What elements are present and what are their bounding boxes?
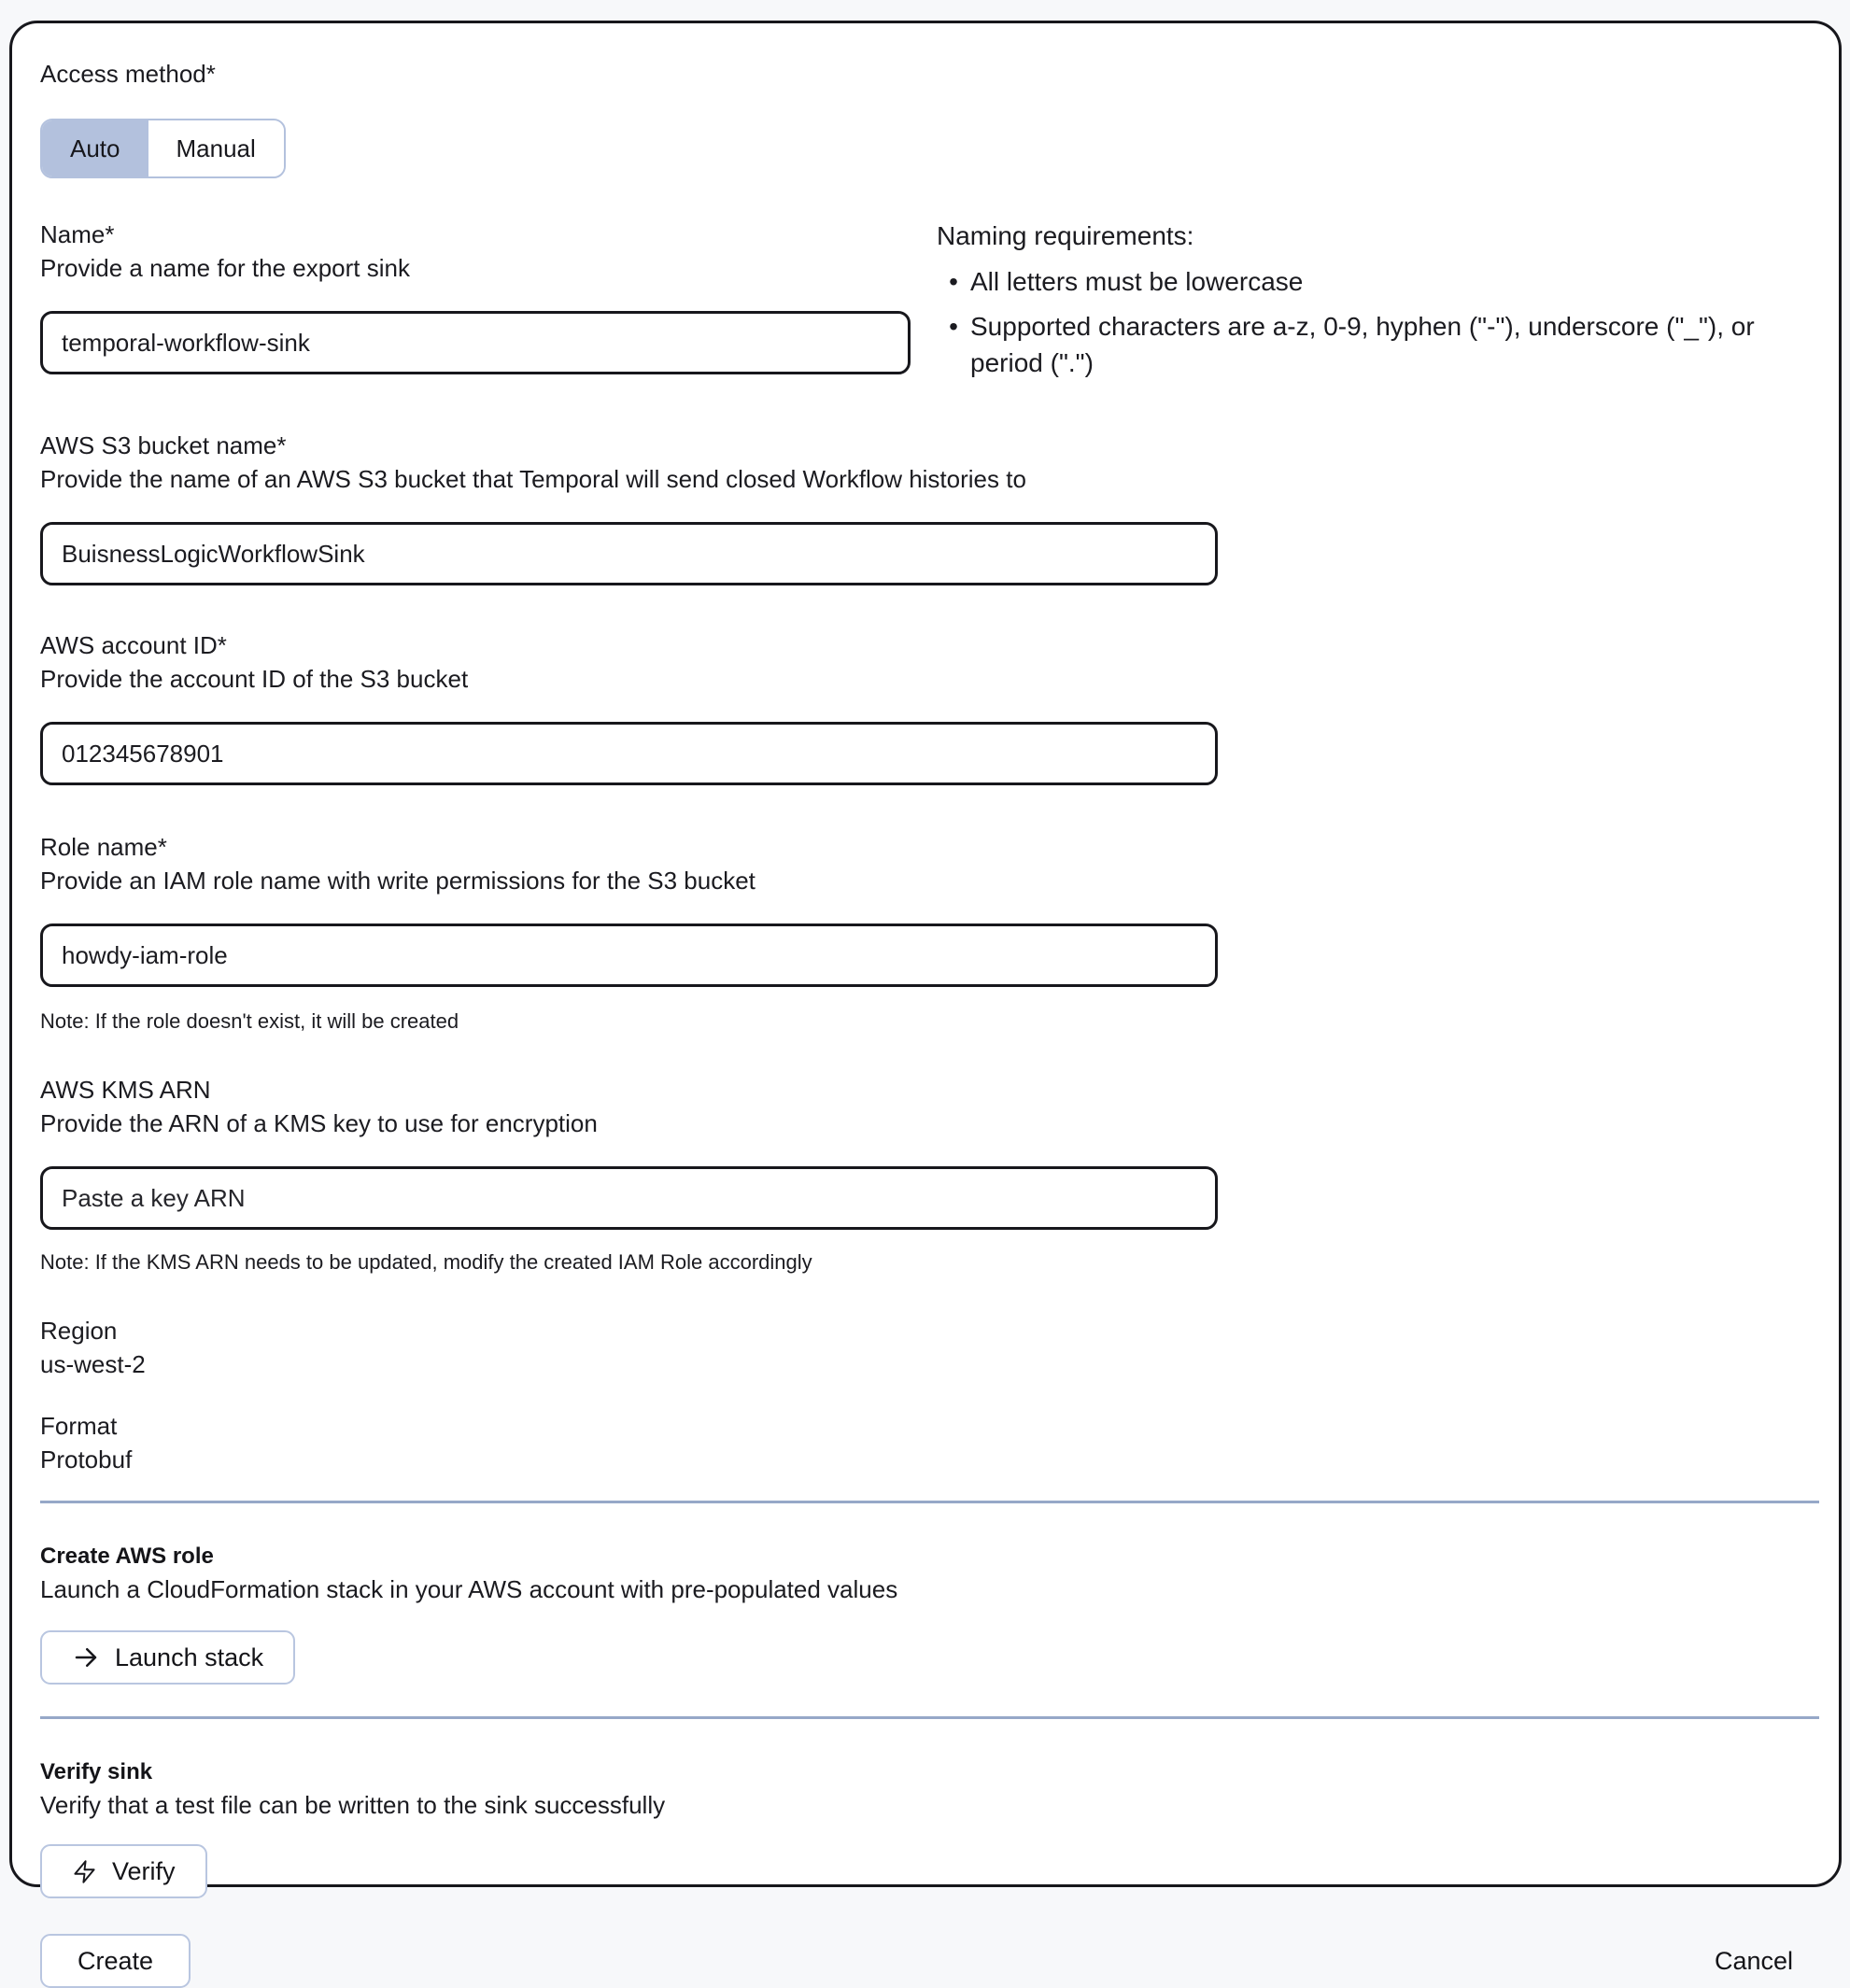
s3-bucket-field-group — [40, 429, 1811, 585]
s3-bucket-description: Provide the name of an AWS S3 bucket that Temporal will send closed Workflow histories to — [40, 465, 1026, 493]
kms-arn-input[interactable] — [40, 1166, 1218, 1230]
create-label: Create — [78, 1946, 154, 1975]
create-aws-role-description: Launch a CloudFormation stack in your AWS account with pre-populated values — [40, 1575, 898, 1603]
name-label: Name* — [40, 220, 115, 248]
account-id-input[interactable] — [40, 722, 1218, 785]
create-aws-role-section — [40, 1541, 1811, 1685]
region-group — [40, 1314, 1811, 1381]
kms-arn-note: Note: If the KMS ARN needs to be updated, modify the created IAM Role accordingly — [40, 1250, 812, 1274]
bullet-icon: • — [949, 312, 958, 341]
lightning-icon — [72, 1859, 97, 1884]
verify-sink-description: Verify that a test file can be written to the sink successfully — [40, 1791, 666, 1819]
launch-stack-button[interactable] — [40, 1630, 295, 1685]
format-group — [40, 1409, 1811, 1476]
account-id-label: AWS account ID* — [40, 631, 227, 659]
arrow-right-icon — [72, 1643, 100, 1671]
naming-requirements — [937, 218, 1811, 389]
access-method-label: Access method* — [40, 60, 216, 88]
name-description: Provide a name for the export sink — [40, 254, 410, 282]
create-button[interactable] — [40, 1934, 191, 1988]
s3-bucket-label: AWS S3 bucket name* — [40, 431, 287, 459]
account-id-field-group — [40, 628, 1811, 785]
verify-label: Verify — [112, 1856, 176, 1885]
name-and-requirements-row — [40, 218, 1811, 389]
region-value: us-west-2 — [40, 1350, 146, 1378]
launch-stack-label: Launch stack — [115, 1643, 264, 1671]
role-name-note: Note: If the role doesn't exist, it will be created — [40, 1009, 459, 1033]
naming-requirements-title: Naming requirements: — [937, 221, 1194, 250]
format-value: Protobuf — [40, 1445, 133, 1473]
verify-sink-title: Verify sink — [40, 1759, 153, 1784]
bullet-icon: • — [949, 267, 958, 296]
verify-button[interactable] — [40, 1844, 207, 1898]
s3-bucket-input[interactable] — [40, 522, 1218, 585]
access-method-option-auto[interactable]: Auto — [42, 120, 148, 176]
name-field-group — [40, 218, 911, 389]
role-name-label: Role name* — [40, 833, 167, 861]
kms-arn-field-group — [40, 1073, 1811, 1276]
access-method-toggle — [40, 119, 286, 178]
section-divider — [40, 1501, 1819, 1503]
access-method-option-manual[interactable]: Manual — [148, 120, 284, 176]
account-id-description: Provide the account ID of the S3 bucket — [40, 665, 469, 693]
format-label: Format — [40, 1412, 118, 1440]
export-sink-form-card — [9, 21, 1842, 1975]
name-input[interactable] — [40, 311, 911, 374]
naming-requirement-item — [937, 263, 1811, 300]
naming-requirement-text: All letters must be lowercase — [970, 267, 1304, 296]
naming-requirement-text: Supported characters are a-z, 0-9, hyphen ("-"), underscore ("_"), or period (".") — [970, 312, 1755, 377]
section-divider — [40, 1716, 1819, 1719]
cancel-button[interactable]: Cancel — [1714, 1946, 1793, 1975]
role-name-input[interactable] — [40, 924, 1218, 987]
verify-sink-section — [40, 1756, 1811, 1898]
kms-arn-description: Provide the ARN of a KMS key to use for encryption — [40, 1109, 598, 1137]
form-footer — [40, 1934, 1819, 1988]
kms-arn-label: AWS KMS ARN — [40, 1076, 211, 1104]
create-aws-role-title: Create AWS role — [40, 1544, 214, 1569]
naming-requirements-list — [937, 263, 1811, 381]
role-name-field-group — [40, 830, 1811, 1036]
role-name-description: Provide an IAM role name with write permissions for the S3 bucket — [40, 867, 756, 895]
naming-requirement-item — [937, 308, 1811, 381]
region-label: Region — [40, 1317, 118, 1345]
